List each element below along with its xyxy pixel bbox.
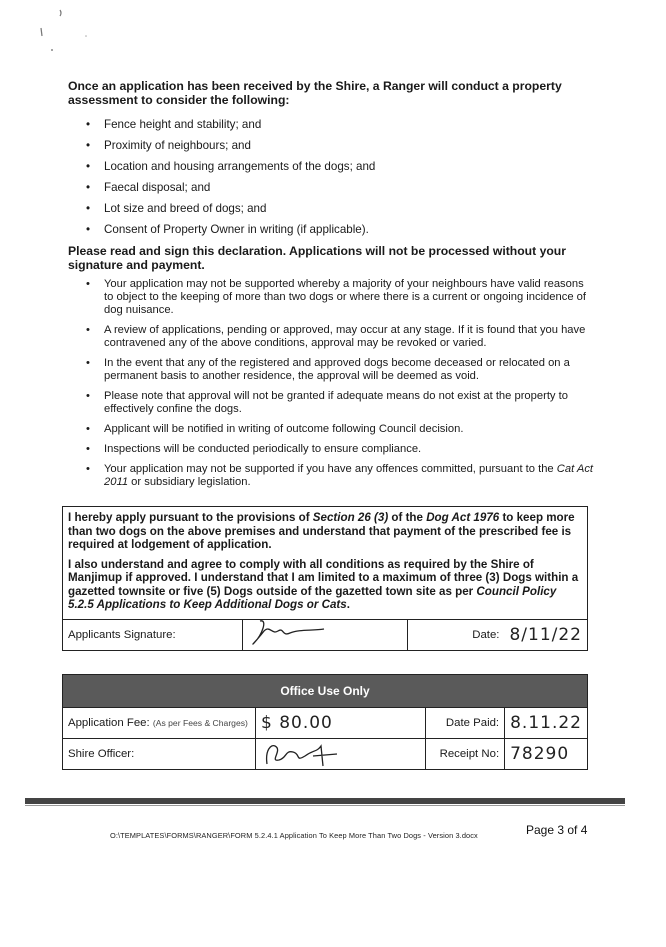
list-item: • Faecal disposal; and — [86, 181, 586, 202]
declaration-text: I hereby apply pursuant to the provisions of — [68, 511, 313, 524]
date-paid-label: Date Paid: — [425, 708, 504, 739]
declaration-paragraph-1 — [68, 511, 582, 552]
list-item — [86, 463, 594, 489]
date-paid-field[interactable] — [505, 708, 588, 739]
list-item: • Lot size and breed of dogs; and — [86, 202, 586, 223]
footer-divider-thin — [25, 805, 625, 806]
declaration-text: to keep more than two dogs on the above premises and understand that payment of the prescribed fee is required at lodgement of application. — [68, 511, 575, 551]
declaration-paragraph-2 — [68, 558, 582, 612]
document-path: O:\TEMPLATES\FORMS\RANGER\FORM 5.2.4.1 Application To Keep More Than Two Dogs - Version 3.docx — [110, 831, 478, 840]
officer-signature-icon — [261, 740, 341, 768]
date-paid-value: 8.11.22 — [510, 713, 582, 733]
list-item: • Fence height and stability; and — [86, 118, 586, 139]
dog-act-reference: Dog Act 1976 — [426, 511, 500, 524]
shire-officer-field[interactable] — [255, 739, 425, 770]
condition-text: or subsidiary legislation. — [128, 476, 251, 488]
assessment-intro: Once an application has been received by the Shire, a Ranger will conduct a property assessment to consider the following: — [68, 79, 562, 107]
fee-label-cell — [63, 708, 256, 739]
signature-date-value: 8/11/22 — [509, 625, 582, 645]
list-item: • Applicant will be notified in writing of outcome following Council decision. — [86, 423, 594, 436]
list-item: • In the event that any of the registered and approved dogs become deceased or relocated on a permanent basis to another residence, the approval will be deemed as void. — [86, 357, 594, 383]
scan-specks — [38, 6, 98, 56]
fee-field[interactable] — [255, 708, 425, 739]
receipt-field[interactable] — [505, 739, 588, 770]
office-use-table — [62, 674, 588, 770]
declaration-notice: Please read and sign this declaration. Applications will not be processed without your signature and payment. — [68, 244, 566, 272]
signature-field[interactable] — [243, 620, 408, 651]
list-item: • Location and housing arrangements of the dogs; and — [86, 160, 586, 181]
list-item: • Your application may not be supported whereby a majority of your neighbours have valid reasons to object to the keeping of more than two dogs or where there is a current or ongoing incidence of dog nuisance. — [86, 278, 594, 317]
condition-text: Your application may not be supported if you have any offences committed, pursuant to the — [104, 463, 554, 475]
date-field[interactable] — [504, 620, 587, 651]
receipt-label: Receipt No: — [425, 739, 504, 770]
application-fee-label: Application Fee: — [68, 717, 150, 729]
signature-table — [62, 619, 588, 651]
receipt-value: 78290 — [510, 744, 570, 764]
section-reference: Section 26 (3) — [312, 511, 389, 524]
declaration-text: I also understand and agree to comply with all conditions as required by the Shire of Manjimup if approved. I understand that I am limited to a maximum of three (3) Dogs within a gazetted townsite or five (5) Dogs outside of the gazetted town site as per — [68, 557, 579, 598]
list-item: • A review of applications, pending or approved, may occur at any stage. If it is found that you have contravened any of the above conditions, approval may be revoked or varied. — [86, 324, 594, 350]
declaration-text: of the — [388, 511, 427, 524]
policy-reference: Council Policy 5.2.5 Applications to Keep Additional Dogs or Cats — [68, 584, 557, 611]
date-label: Date: — [407, 620, 504, 651]
fee-value: $ 80.00 — [260, 713, 333, 733]
assessment-criteria-list — [86, 118, 586, 244]
list-item: • Inspections will be conducted periodically to ensure compliance. — [86, 443, 594, 456]
list-item: • Please note that approval will not be granted if adequate means do not exist at the property to effectively confine the dogs. — [86, 390, 594, 416]
cat-act-reference: Cat Act 2011 — [104, 463, 594, 488]
page-number: Page 3 of 4 — [526, 823, 588, 837]
office-use-title: Office Use Only — [63, 675, 588, 708]
footer-divider — [25, 798, 625, 804]
fee-note: (As per Fees & Charges) — [152, 718, 248, 728]
list-item: • Consent of Property Owner in writing (if applicable). — [86, 223, 586, 244]
declaration-box — [62, 506, 588, 619]
signature-label: Applicants Signature: — [63, 620, 243, 651]
conditions-list — [86, 278, 594, 496]
shire-officer-label: Shire Officer: — [63, 739, 256, 770]
list-item: • Proximity of neighbours; and — [86, 139, 586, 160]
applicant-signature-icon — [248, 617, 338, 647]
declaration-text: . — [346, 598, 350, 611]
